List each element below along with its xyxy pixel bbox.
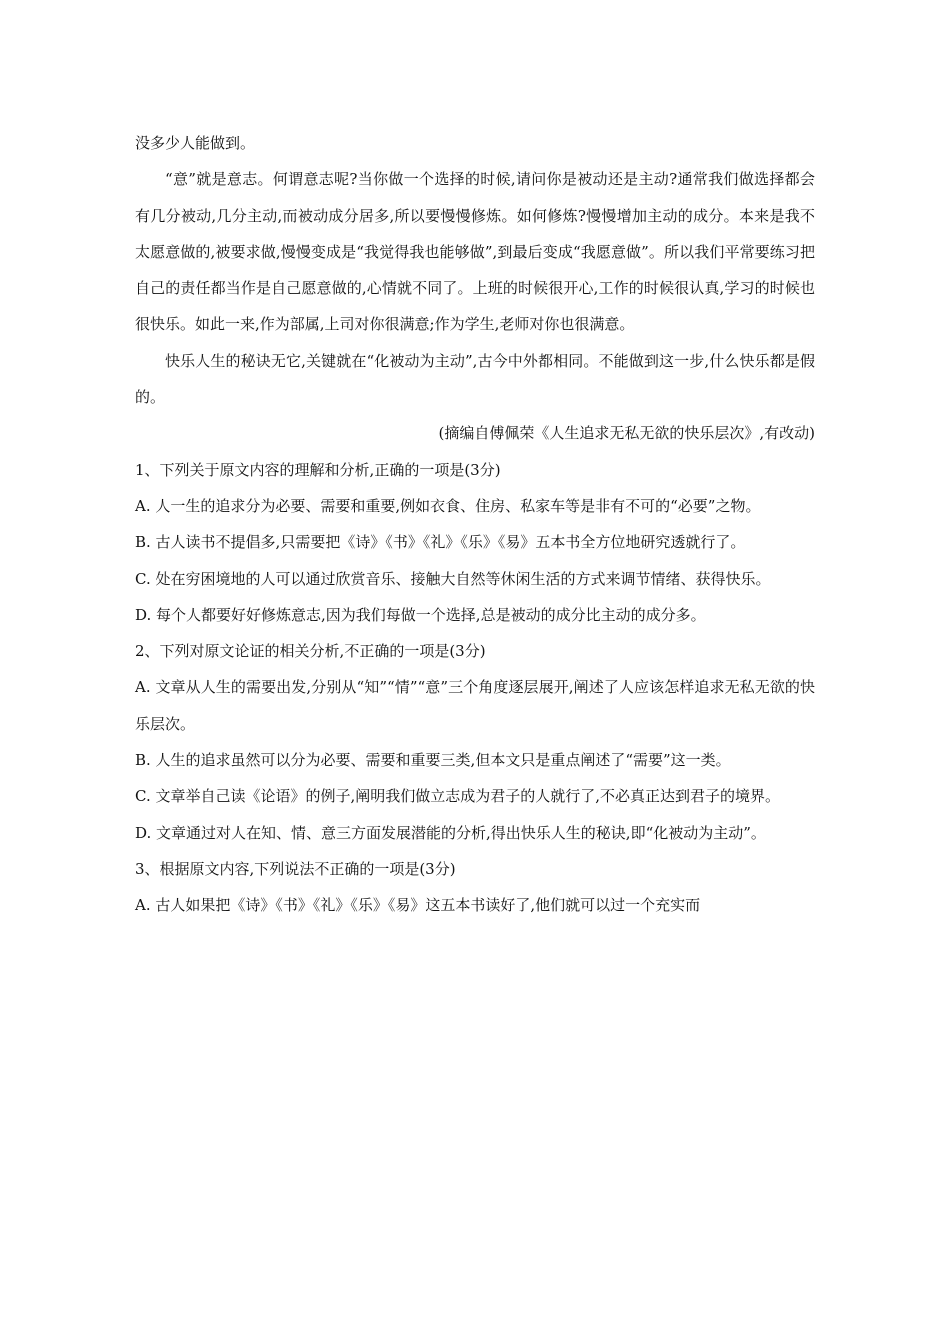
document-body <box>135 125 815 924</box>
article-paragraph-will: “意”就是意志。何谓意志呢?当你做一个选择的时候,请问你是被动还是主动?通常我们做选择都会有几分被动,几分主动,而被动成分居多,所以要慢慢修炼。如何修炼?慢慢增加主动的成分。本来是我不太愿意做的,被要求做,慢慢变成是“我觉得我也能够做”,到最后变成“我愿意做”。所以我们平常要练习把自己的责任都当作是自己愿意做的,心情就不同了。上班的时候很开心,工作的时候很认真,学习的时候也很快乐。如此一来,作为部属,上司对你很满意;作为学生,老师对你也很满意。 <box>135 170 815 334</box>
question-option: B. 古人读书不提倡多,只需要把《诗》《书》《礼》《乐》《易》五本书全方位地研究透就行了。 <box>135 533 746 552</box>
question-option: D. 文章通过对人在知、情、意三方面发展潜能的分析,得出快乐人生的秘诀,即“化被动为主动”。 <box>135 823 766 842</box>
question-option: B. 人生的追求虽然可以分为必要、需要和重要三类,但本文只是重点阐述了“需要”这一类。 <box>135 751 731 770</box>
question-option: C. 文章举自己读《论语》的例子,阐明我们做立志成为君子的人就行了,不必真正达到君子的境界。 <box>135 787 781 806</box>
question-stem: 1、下列关于原文内容的理解和分析,正确的一项是(3分) <box>135 460 501 479</box>
question-2 <box>135 633 815 851</box>
question-stem: 2、下列对原文论证的相关分析,不正确的一项是(3分) <box>135 642 486 661</box>
question-option: A. 人一生的追求分为必要、需要和重要,例如衣食、住房、私家车等是非有不可的“必要”之物。 <box>135 496 761 515</box>
question-option: C. 处在穷困境地的人可以通过欣赏音乐、接触大自然等休闲生活的方式来调节情绪、获得快乐。 <box>135 569 771 588</box>
article-paragraph-tail: 没多少人能做到。 <box>135 134 256 152</box>
question-stem: 3、根据原文内容,下列说法不正确的一项是(3分) <box>135 859 456 878</box>
question-option: D. 每个人都要好好修炼意志,因为我们每做一个选择,总是被动的成分比主动的成分多。 <box>135 605 706 624</box>
article-paragraph-conclusion: 快乐人生的秘诀无它,关键就在“化被动为主动”,古今中外都相同。不能做到这一步,什么快乐都是假的。 <box>135 351 815 407</box>
question-option: A. 古人如果把《诗》《书》《礼》《乐》《易》这五本书读好了,他们就可以过一个充实而 <box>135 896 701 915</box>
article-source-citation: (摘编自傅佩荣《人生追求无私无欲的快乐层次》,有改动) <box>438 424 815 443</box>
question-3 <box>135 851 815 924</box>
question-1 <box>135 452 815 633</box>
question-option: A. 文章从人生的需要出发,分别从“知”“情”“意”三个角度逐层展开,阐述了人应该怎样追求无私无欲的快乐层次。 <box>135 678 815 733</box>
